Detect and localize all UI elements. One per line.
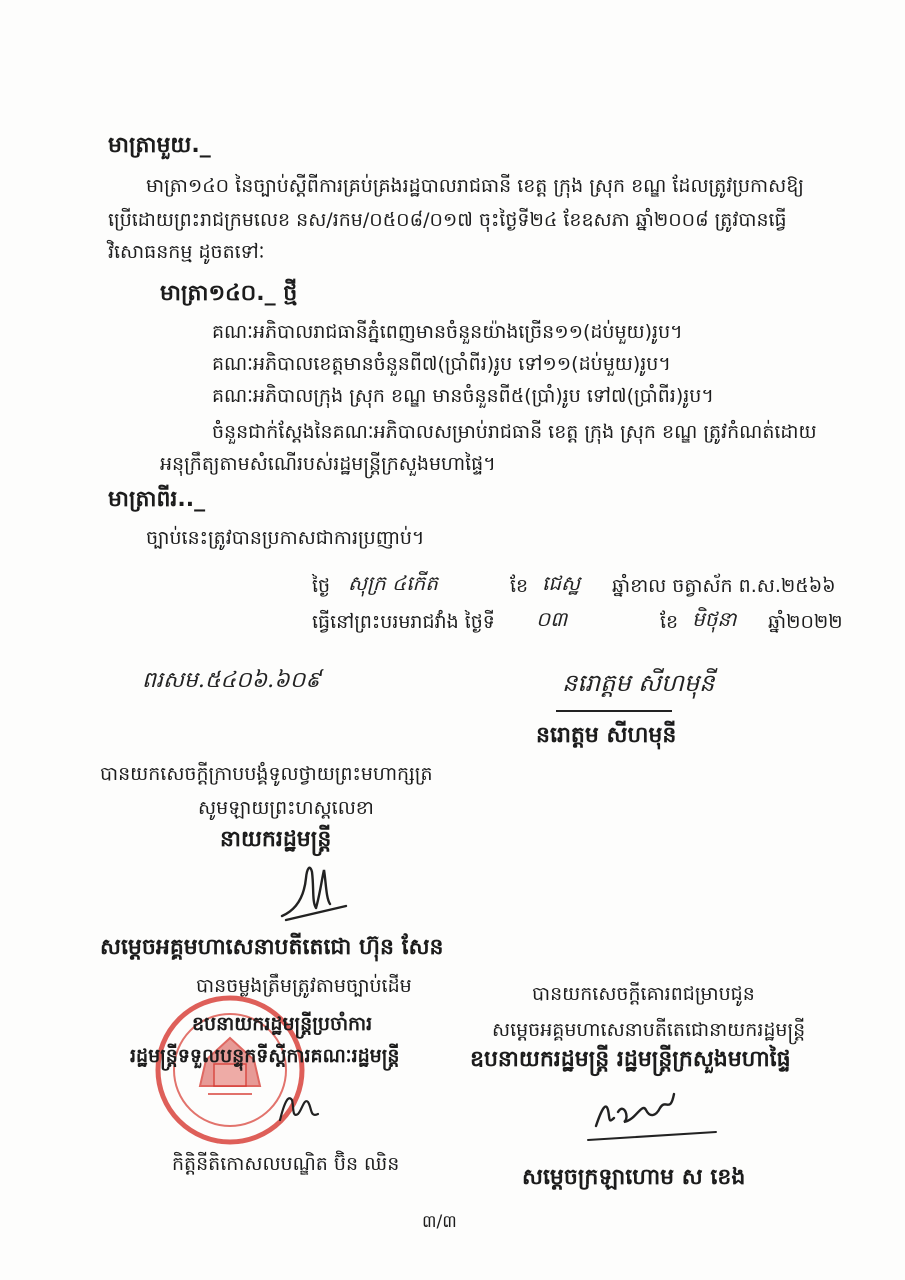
- council-minister-signature: [272, 1084, 332, 1128]
- dating-month-solar-label: ខែ: [660, 611, 679, 633]
- pm-name: សម្តេចអគ្គមហាសេនាបតីតេជោ ហ៊ុន សែន: [100, 935, 444, 960]
- dating-day-number: ០៣: [536, 607, 568, 631]
- dating-place-line: ធ្វើនៅព្រះបរមរាជវាំង ថ្ងៃទី: [312, 611, 495, 633]
- article-two-text: ច្បាប់នេះត្រូវបានប្រកាសជាការប្រញាប់។: [146, 527, 425, 549]
- new-article-heading: មាត្រា១៤០._ ថ្មី: [160, 281, 298, 306]
- dating-month-solar: មិថុនា: [692, 607, 737, 631]
- pm-line1: បានយកសេចក្តីក្រាបបង្គំទូលថ្វាយព្រះមហាក្សត្រ: [100, 763, 433, 785]
- dating-month-value: ជេស្ឋ: [542, 571, 581, 595]
- interior-name: សម្តេចក្រឡាហោម ស ខេង: [522, 1165, 746, 1190]
- council-line2: ឧបនាយករដ្ឋមន្ត្រីប្រចាំការ: [192, 1013, 373, 1035]
- pm-title: នាយករដ្ឋមន្ត្រី: [220, 827, 332, 852]
- interior-line1: បានយកសេចក្តីគោរពជម្រាបជូន: [532, 983, 755, 1005]
- dating-month-label: ខែ: [510, 575, 529, 597]
- king-signature-underline: [556, 710, 672, 712]
- king-name: នរោត្តម សីហមុនី: [536, 723, 677, 748]
- new-article-line5: អនុក្រឹត្យតាមសំណើរបស់រដ្ឋមន្ត្រីក្រសួងមហាផ្ទៃ។: [160, 453, 496, 475]
- article-two-heading: មាត្រាពីរ.._: [108, 487, 206, 512]
- new-article-line2: គណៈអភិបាលខេត្តមានចំនួនពី៧(ប្រាំពីរ)រូប ទៅ១១(ដប់មួយ)រូប។: [212, 353, 671, 375]
- dating-day-label: ថ្ងៃ: [312, 575, 331, 597]
- new-article-line3: គណៈអភិបាលក្រុង ស្រុក ខណ្ឌ មានចំនួនពី៥(ប្រាំ)រូប ទៅ៧(ប្រាំពីរ)រូប។: [212, 385, 714, 407]
- article-one-intro-line1: មាត្រា១៤០ នៃច្បាប់ស្តីពីការគ្រប់គ្រងរដ្ឋបាលរាជធានី ខេត្ត ក្រុង ស្រុក ខណ្ឌ ដែលត្រូវប្រកាសឱ្យ: [146, 175, 804, 197]
- council-name: កិត្តិនីតិកោសលបណ្ឌិត ប៊ិន ឈិន: [172, 1153, 400, 1175]
- dating-year-solar: ឆ្នាំ២០២២: [768, 611, 843, 633]
- pm-line2: សូមឡាយព្រះហស្តលេខា: [198, 797, 374, 819]
- article-one-intro-line3: វិសោធនកម្ម ដូចតទៅៈ: [108, 241, 265, 263]
- pm-signature: [276, 858, 356, 922]
- new-article-line1: គណៈអភិបាលរាជធានីភ្នំពេញមានចំនួនយ៉ាងច្រើន១១(ដប់មួយ)រូប។: [212, 321, 683, 343]
- interior-title: ឧបនាយករដ្ឋមន្ត្រី រដ្ឋមន្ត្រីក្រសួងមហាផ្ទៃ: [470, 1047, 791, 1072]
- king-signature: នរោត្តម សីហមុនី: [562, 669, 715, 697]
- page-number: ៣/៣: [422, 1212, 457, 1232]
- reference-number: ពរសម.៥៤០៦.៦០៩: [142, 668, 321, 693]
- council-line3: រដ្ឋមន្ត្រីទទួលបន្ទុកទីស្តីការគណៈរដ្ឋមន្ត្រី: [130, 1045, 400, 1067]
- interior-minister-signature: [584, 1088, 724, 1144]
- council-line1: បានចម្លងត្រឹមត្រូវតាមច្បាប់ដើម: [196, 975, 412, 997]
- dating-year-lunar: ឆ្នាំខាល ចត្វាស័ក ព.ស.២៥៦៦: [612, 575, 836, 597]
- article-one-intro-line2: ប្រើដោយព្រះរាជក្រមលេខ នស/រកម/០៥០៨/០១៧ ចុះថ្ងៃទី២៤ ខែឧសភា ឆ្នាំ២០០៨ ត្រូវបានធ្វើ: [108, 209, 787, 231]
- interior-line2: សម្តេចអគ្គមហាសេនាបតីតេជោនាយករដ្ឋមន្ត្រី: [492, 1019, 806, 1041]
- new-article-line4: ចំនួនជាក់ស្តែងនៃគណៈអភិបាលសម្រាប់រាជធានី ខេត្ត ក្រុង ស្រុក ខណ្ឌ ត្រូវកំណត់ដោយ: [212, 421, 817, 443]
- article-one-heading: មាត្រាមួយ._: [108, 133, 211, 158]
- dating-day-value: សុក្រ ៤កើត: [348, 571, 438, 595]
